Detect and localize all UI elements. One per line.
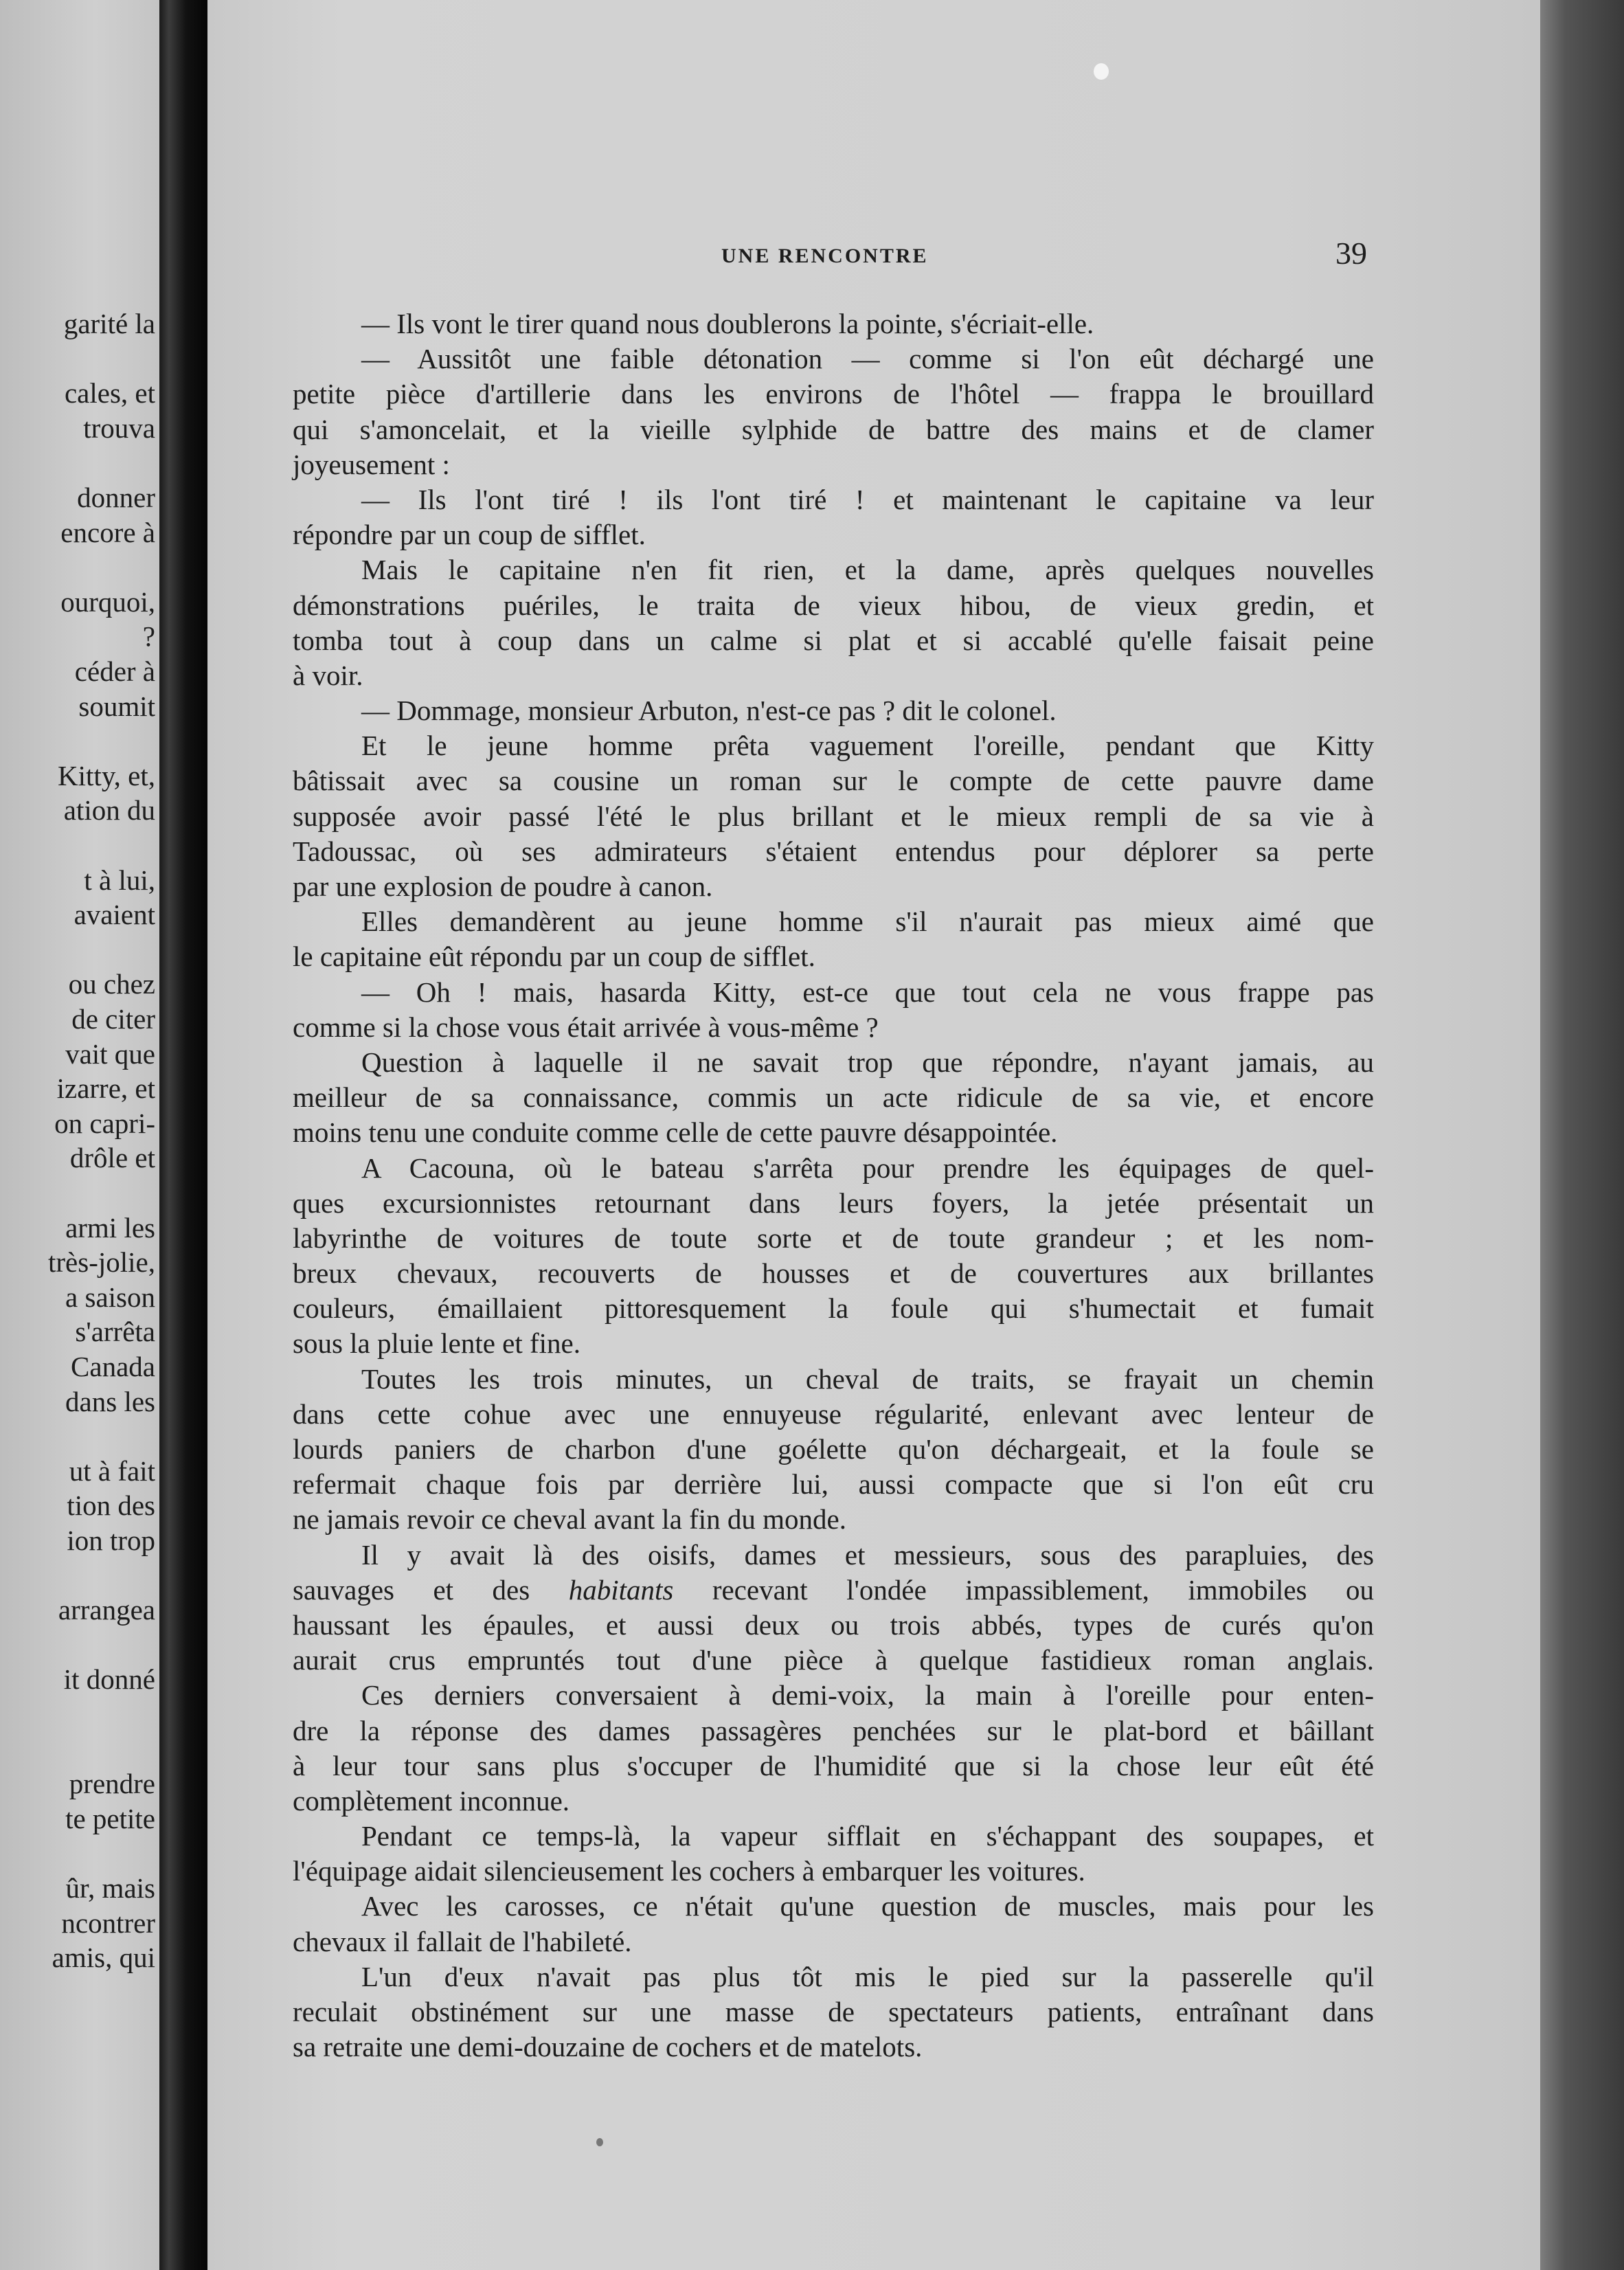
left-page-fragment: s'arrêta — [75, 1316, 155, 1348]
text-line: à voir. — [293, 659, 363, 691]
left-page-fragment: ut à fait — [69, 1454, 155, 1487]
left-page-fragment: ion trop — [67, 1525, 155, 1556]
left-page-fragment: te petite — [65, 1802, 155, 1834]
running-head: UNE RENCONTRE — [721, 245, 929, 267]
text-line: — Aussitôt une faible détonation — comme si l'on eût déchargé une — [361, 343, 1374, 375]
text-line: complètement inconnue. — [293, 1784, 570, 1817]
text-line: L'un d'eux n'avait pas plus tôt mis le pied sur la passerelle qu'il — [361, 1960, 1374, 1992]
text-line: à leur tour sans plus s'occuper de l'humidité que si la chose leur eût été — [293, 1749, 1374, 1782]
left-page-fragment: ation du — [63, 794, 155, 827]
text-line: comme si la chose vous était arrivée à vous-même ? — [293, 1011, 879, 1043]
left-page-fragment: trouva — [83, 412, 155, 444]
page-edge — [1540, 0, 1624, 2270]
text-line: lourds paniers de charbon d'une goélette qu'on déchargeait, et la foule se — [293, 1433, 1374, 1465]
left-page-fragment: arrangea — [58, 1594, 155, 1626]
left-page-fragment: Kitty, et, — [58, 759, 155, 791]
text-line: Pendant ce temps-là, la vapeur sifflait en s'échappant des soupapes, et — [361, 1820, 1374, 1852]
text-line: Toutes les trois minutes, un cheval de traits, se frayait un chemin — [361, 1362, 1374, 1395]
page-number: 39 — [1335, 236, 1367, 271]
left-facing-page — [0, 0, 159, 2270]
left-page-fragment: Canada — [71, 1351, 155, 1382]
text-line: refermait chaque fois par derrière lui, aussi compacte que si l'on eût cru — [293, 1468, 1374, 1501]
text-line: Tadoussac, où ses admirateurs s'étaient entendus pour déplorer sa perte — [293, 835, 1374, 867]
left-page-fragment: ? — [142, 620, 155, 653]
text-line: — Dommage, monsieur Arbuton, n'est-ce pas ? dit le colonel. — [361, 695, 1057, 727]
text-line: — Ils vont le tirer quand nous doublerons la pointe, s'écriait-elle. — [361, 308, 1094, 339]
text-line: A Cacouna, où le bateau s'arrêta pour prendre les équipages de quel- — [361, 1151, 1374, 1184]
left-page-fragment: dans les — [65, 1385, 155, 1417]
text-line: Et le jeune homme prêta vaguement l'oreille, pendant que Kitty — [361, 730, 1374, 762]
text-line: par une explosion de poudre à canon. — [293, 870, 713, 902]
text-line: Question à laquelle il ne savait trop que répondre, n'ayant jamais, au — [361, 1046, 1374, 1078]
book-gutter — [159, 0, 207, 2270]
left-page-fragment: vait que — [65, 1037, 155, 1070]
text-line: démonstrations puériles, le traita de vieux hibou, de vieux gredin, et — [293, 589, 1374, 621]
text-line: petite pièce d'artillerie dans les environs de l'hôtel — frappa le brouillard — [293, 378, 1374, 410]
text-line: qui s'amoncelait, et la vieille sylphide de battre des mains et de clamer — [293, 413, 1374, 445]
left-page-fragment: soumit — [78, 690, 155, 722]
text-line: Mais le capitaine n'en fit rien, et la dame, après quelques nouvelles — [361, 554, 1374, 586]
paper-speck — [1094, 63, 1109, 80]
text-line: Avec les carosses, ce n'était qu'une question de muscles, mais pour les — [361, 1890, 1374, 1922]
left-page-fragment: t à lui, — [84, 864, 155, 896]
left-page-fragment: ûr, mais — [65, 1872, 155, 1904]
text-line: moins tenu une conduite comme celle de cette pauvre désappointée. — [293, 1116, 1058, 1149]
text-line: sous la pluie lente et fine. — [293, 1327, 580, 1360]
left-page-fragment: garité la — [63, 308, 155, 339]
text-line: bâtissait avec sa cousine un roman sur le compte de cette pauvre dame — [293, 765, 1374, 797]
text-line: meilleur de sa connaissance, commis un acte ridicule de sa vie, et encore — [293, 1081, 1374, 1114]
left-page-fragment: cales, et — [64, 377, 155, 409]
text-line: Ces derniers conversaient à demi-voix, la main à l'oreille pour enten- — [361, 1679, 1374, 1711]
text-line: ques excursionnistes retournant dans leurs foyers, la jetée présentait un — [293, 1187, 1374, 1219]
left-page-fragment: céder à — [74, 655, 155, 687]
left-page-fragment: a saison — [65, 1281, 155, 1313]
left-page-fragment: armi les — [65, 1211, 155, 1244]
text-line: Elles demandèrent au jeune homme s'il n'aurait pas mieux aimé que — [361, 906, 1374, 938]
left-page-fragment: amis, qui — [52, 1942, 155, 1974]
text-line: breux chevaux, recouverts de housses et de couvertures aux brillantes — [293, 1257, 1374, 1290]
text-line: ne jamais revoir ce cheval avant la fin du monde. — [293, 1503, 847, 1536]
text-line: haussant les épaules, et aussi deux ou trois abbés, types de curés qu'on — [293, 1608, 1374, 1641]
left-page-fragment: très-jolie, — [48, 1246, 155, 1279]
left-page-fragment: ourquoi, — [60, 585, 155, 618]
text-line: joyeusement : — [293, 448, 450, 480]
left-page-fragment: de citer — [71, 1003, 155, 1035]
text-line: reculait obstinément sur une masse de spectateurs patients, entraînant dans — [293, 1996, 1374, 2027]
body-text — [293, 306, 1374, 2065]
text-line: sa retraite une demi-douzaine de cochers et de matelots. — [293, 2031, 923, 2063]
text-line: l'équipage aidait silencieusement les cochers à embarquer les voitures. — [293, 1855, 1085, 1887]
text-line: sauvages et des habitants recevant l'ondée impassiblement, immobiles ou — [293, 1573, 1374, 1606]
left-page-fragment: on capri- — [54, 1107, 155, 1139]
text-line: couleurs, émaillaient pittoresquement la foule qui s'humectait et fumait — [293, 1292, 1374, 1325]
italic-word: habitants — [568, 1573, 674, 1606]
text-line: supposée avoir passé l'été le plus brillant et le mieux rempli de sa vie à — [293, 800, 1374, 832]
left-page-fragment: ncontrer — [61, 1907, 155, 1939]
text-line: Il y avait là des oisifs, dames et messieurs, sous des parapluies, des — [361, 1538, 1374, 1571]
text-line: — Oh ! mais, hasarda Kitty, est-ce que tout cela ne vous frappe pas — [361, 976, 1374, 1008]
text-line: dans cette cohue avec une ennuyeuse régularité, enlevant avec lenteur de — [293, 1397, 1374, 1430]
text-line: chevaux il fallait de l'habileté. — [293, 1925, 632, 1957]
text-line: — Ils l'ont tiré ! ils l'ont tiré ! et maintenant le capitaine va leur — [361, 483, 1374, 515]
text-line: le capitaine eût répondu par un coup de sifflet. — [293, 941, 815, 973]
paper-speck — [596, 2138, 603, 2146]
left-page-fragment: prendre — [69, 1768, 155, 1800]
left-page-fragment: donner — [77, 482, 155, 513]
left-page-fragment: encore à — [60, 516, 155, 548]
text-line: labyrinthe de voitures de toute sorte et de toute grandeur ; et les nom- — [293, 1222, 1374, 1254]
left-page-fragment: ou chez — [68, 968, 155, 1000]
left-page-fragment: tion des — [67, 1490, 155, 1522]
left-page-fragment: izarre, et — [56, 1072, 155, 1105]
left-page-fragment: it donné — [63, 1663, 155, 1696]
text-line: répondre par un coup de sifflet. — [293, 519, 646, 551]
text-line: aurait crus empruntés tout d'une pièce à quelque fastidieux roman anglais. — [293, 1644, 1374, 1676]
left-page-fragment: avaient — [74, 899, 155, 931]
text-line: tomba tout à coup dans un calme si plat et si accablé qu'elle faisait peine — [293, 624, 1374, 656]
text-line: dre la réponse des dames passagères penchées sur le plat-bord et bâillant — [293, 1714, 1374, 1746]
left-page-fragment: drôle et — [69, 1142, 155, 1174]
